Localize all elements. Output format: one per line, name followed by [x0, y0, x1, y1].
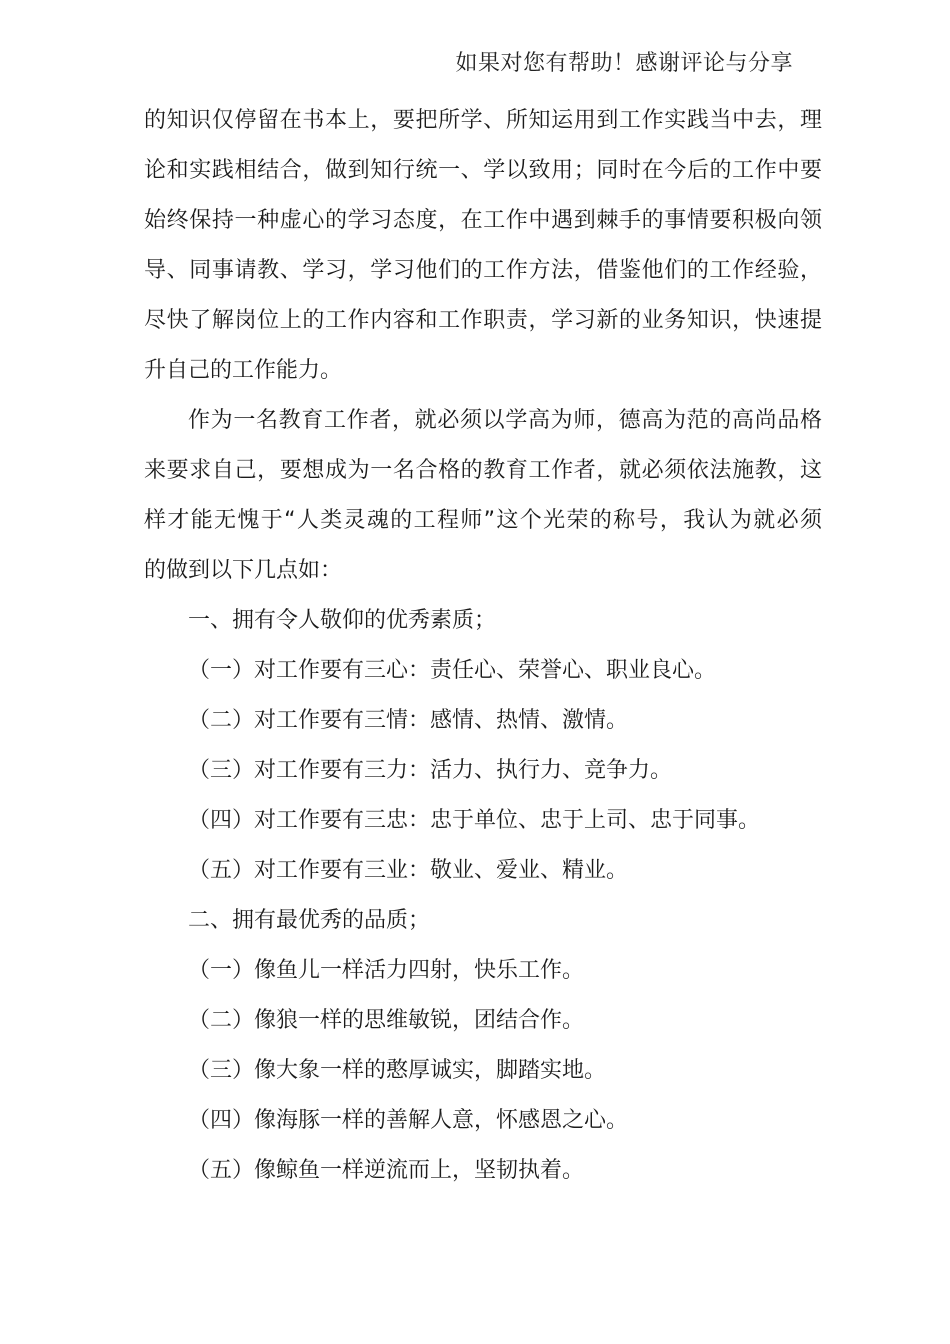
- paragraph-2: [144, 396, 822, 596]
- list-item: （一）像鱼儿一样活力四射，快乐工作。: [188, 958, 585, 983]
- section-heading: 一、拥有令人敬仰的优秀素质；: [188, 608, 497, 633]
- paragraph-line: 作为一名教育工作者，就必须以学高为师，德高为范的高尚品格: [188, 408, 822, 433]
- section-heading: 二、拥有最优秀的品质；: [188, 908, 431, 933]
- paragraph-line: 导、同事请教、学习，学习他们的工作方法，借鉴他们的工作经验，: [144, 258, 822, 283]
- document-body: [144, 96, 822, 1196]
- list-item: （四）像海豚一样的善解人意，怀感恩之心。: [188, 1108, 629, 1133]
- paragraph-line: 始终保持一种虚心的学习态度，在工作中遇到棘手的事情要积极向领: [144, 208, 822, 233]
- list-item: （二）像狼一样的思维敏锐，团结合作。: [188, 1008, 585, 1033]
- paragraph-line: 的做到以下几点如：: [144, 558, 343, 583]
- list-item: （四）对工作要有三忠：忠于单位、忠于上司、忠于同事。: [188, 808, 761, 833]
- section-1: [144, 596, 822, 896]
- list-item: （五）像鲸鱼一样逆流而上，坚韧执着。: [188, 1158, 585, 1183]
- paragraph-line: 的知识仅停留在书本上，要把所学、所知运用到工作实践当中去，理: [144, 108, 822, 133]
- paragraph-line: 尽快了解岗位上的工作内容和工作职责，学习新的业务知识，快速提: [144, 308, 822, 333]
- list-item: （一）对工作要有三心：责任心、荣誉心、职业良心。: [188, 658, 717, 683]
- list-item: （五）对工作要有三业：敬业、爱业、精业。: [188, 858, 629, 883]
- paragraph-line: 来要求自己，要想成为一名合格的教育工作者，就必须依法施教，这: [144, 458, 822, 483]
- list-item: （三）对工作要有三力：活力、执行力、竞争力。: [188, 758, 673, 783]
- section-2: [144, 896, 822, 1196]
- paragraph-line: 样才能无愧于“人类灵魂的工程师”这个光荣的称号，我认为就必须: [144, 508, 822, 533]
- paragraph-line: 论和实践相结合，做到知行统一、学以致用；同时在今后的工作中要: [144, 158, 822, 183]
- list-item: （二）对工作要有三情：感情、热情、激情。: [188, 708, 629, 733]
- paragraph-line: 升自己的工作能力。: [144, 358, 343, 383]
- list-item: （三）像大象一样的憨厚诚实，脚踏实地。: [188, 1058, 607, 1083]
- paragraph-1: [144, 96, 822, 396]
- page-header-note: 如果对您有帮助！感谢评论与分享: [455, 51, 793, 76]
